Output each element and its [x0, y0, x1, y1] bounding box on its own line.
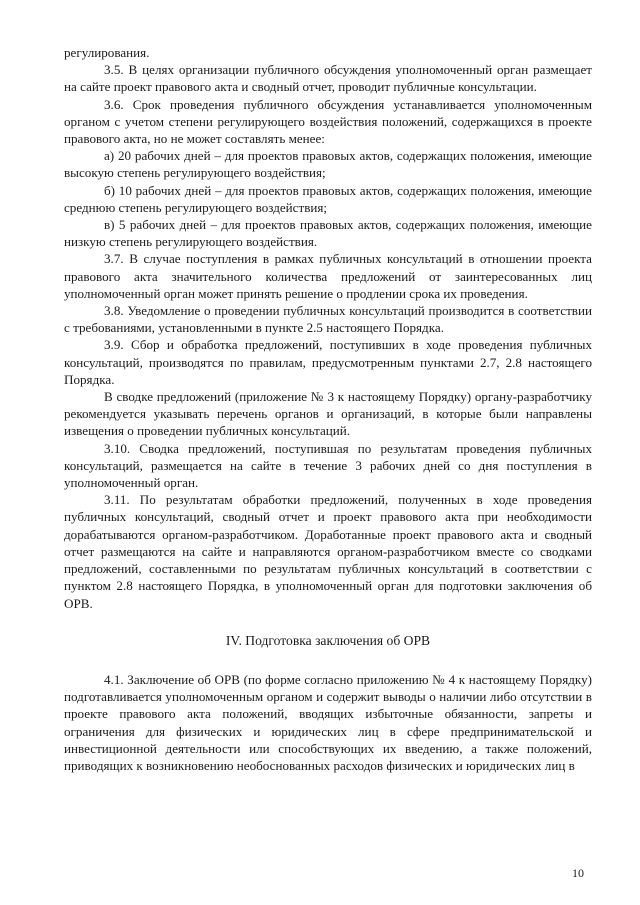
paragraph: регулирования. [64, 45, 150, 60]
paragraphs-before-heading [64, 44, 592, 612]
paragraph: 3.5. В целях организации публичного обсуждения уполномоченный орган размещает на сайте проект правового акта и сводный отчет, проводит публичные консультации. [64, 62, 592, 95]
paragraph: 3.7. В случае поступления в рамках публичных консультаций в отношении проекта правового акта значительного количества предложений от заинтересованных лиц уполномоченный орган может принять решение о продлении срока их проведения. [64, 251, 592, 301]
paragraph: б) 10 рабочих дней – для проектов правовых актов, содержащих положения, имеющие среднюю степень регулирующего воздействия; [64, 182, 592, 215]
section-heading: IV. Подготовка заключения об ОРВ [225, 632, 431, 648]
paragraph: 4.1. Заключение об ОРВ (по форме согласно приложению № 4 к настоящему Порядку) подготавливается уполномоченным органом и содержит выводы о наличии либо отсутствии в проекте правового акта положений, вводящих избыточные обязанности, запреты и ограничения для физических и юридических лиц в сфере предпринимательской и инвестиционной деятельности или способствующих их введению, а также положений, приводящих к возникновению необоснованных расходов физических и юридических лиц в [64, 671, 592, 773]
paragraph: 3.6. Срок проведения публичного обсуждения устанавливается уполномоченным органом с учетом степени регулирующего воздействия положений, содержащихся в проекте правового акта, но не может составлять менее: [64, 96, 592, 147]
paragraph: в) 5 рабочих дней – для проектов правовых актов, содержащих положения, имеющие низкую степень регулирующего воздействия. [64, 217, 592, 250]
paragraph: 3.9. Сбор и обработка предложений, поступивших в ходе проведения публичных консультаций, производятся по правилам, предусмотренным пунктами 2.7, 2.8 настоящего Порядка. [64, 337, 592, 387]
paragraph: 3.8. Уведомление о проведении публичных консультаций производится в соответствии с требованиями, установленными в пункте 2.5 настоящего Порядка. [64, 303, 592, 336]
paragraphs-after-heading [64, 671, 592, 774]
paragraph: В сводке предложений (приложение № 3 к настоящему Порядку) органу-разработчику рекомендуется указывать перечень органов и организаций, в которые были направлены извещения о проведении публичных консультаций. [64, 389, 592, 439]
paragraph: 3.11. По результатам обработки предложений, полученных в ходе проведения публичных консультаций, сводный отчет и проект правового акта при необходимости дорабатываются органом-разработчиком. Доработанные проект правового акта и сводный отчет размещаются на сайте и направляются органом-разработчиком вместе со сводками предложений, составленными по результатам публичных консультаций в соответствии с пунктом 2.8 настоящего Порядка, в уполномоченный орган для подготовки заключения об ОРВ. [64, 492, 592, 611]
paragraph: 3.10. Сводка предложений, поступившая по результатам проведения публичных консультаций, размещается на сайте в течение 3 рабочих дней со дня поступления в уполномоченный орган. [64, 440, 592, 491]
page-number: 10 [572, 866, 584, 880]
document-page [64, 44, 592, 774]
paragraph: а) 20 рабочих дней – для проектов правовых актов, содержащих положения, имеющие высокую степень регулирующего воздействия; [64, 148, 592, 181]
